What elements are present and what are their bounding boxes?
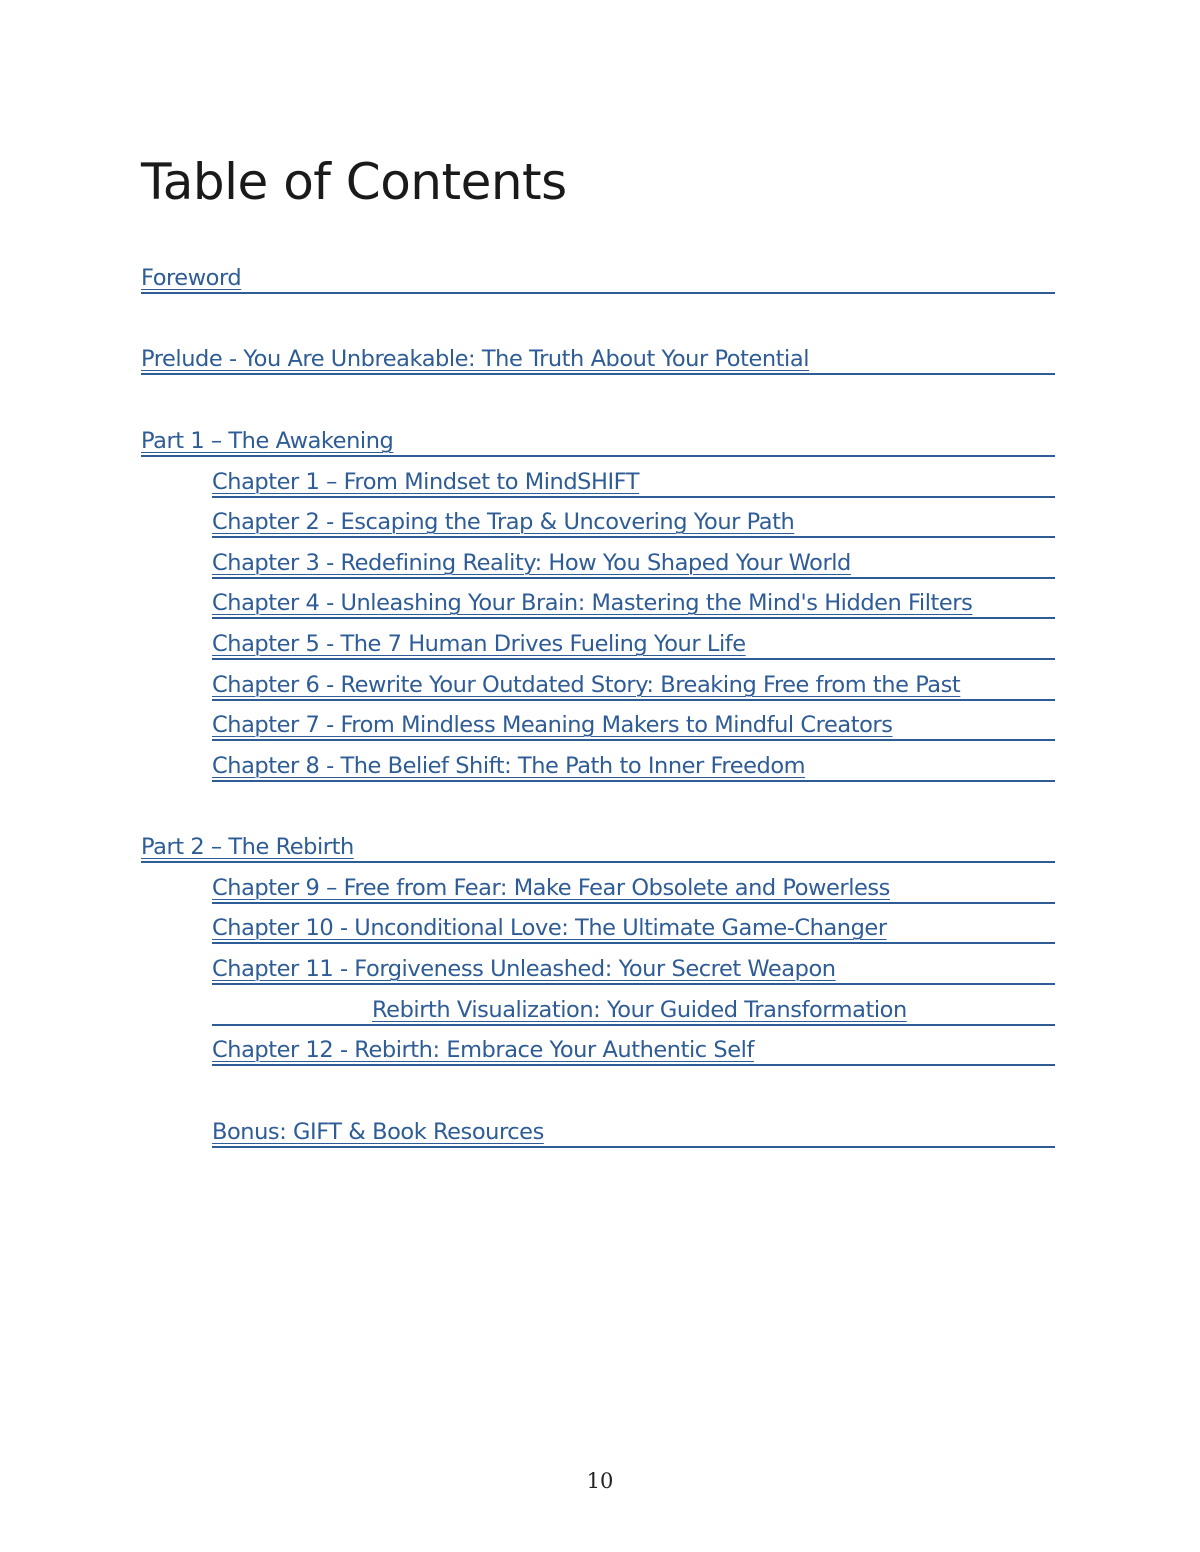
toc-link-prelude[interactable] — [141, 335, 1055, 375]
toc-link-label: Chapter 1 – From Mindset to MindSHIFT — [212, 469, 640, 495]
toc-link-chapter-9[interactable] — [212, 864, 1055, 904]
toc-leader-line — [212, 983, 1055, 985]
toc-link-label: Chapter 6 - Rewrite Your Outdated Story: Breaking Free from the Past — [212, 672, 961, 698]
toc-link-label: Part 1 – The Awakening — [141, 428, 394, 454]
toc-link-chapter-11[interactable] — [212, 945, 1055, 985]
toc-link-chapter-6[interactable] — [212, 661, 1055, 701]
toc-link-label: Chapter 8 - The Belief Shift: The Path to Inner Freedom — [212, 753, 806, 779]
toc-link-chapter-4[interactable] — [212, 579, 1055, 619]
toc-leader-line — [212, 1146, 1055, 1148]
toc-link-chapter-5[interactable] — [212, 620, 1055, 660]
toc-leader-line — [212, 739, 1055, 741]
toc-link-label: Chapter 5 - The 7 Human Drives Fueling Your Life — [212, 631, 746, 657]
toc-leader-line — [212, 780, 1055, 782]
toc-link-label: Chapter 2 - Escaping the Trap & Uncovering Your Path — [212, 509, 795, 535]
toc-link-label: Prelude - You Are Unbreakable: The Truth About Your Potential — [141, 346, 809, 372]
toc-link-foreword[interactable] — [141, 254, 1055, 294]
toc-link-chapter-7[interactable] — [212, 701, 1055, 741]
toc-link-label: Chapter 3 - Redefining Reality: How You Shaped Your World — [212, 550, 851, 576]
toc-leader-line — [212, 658, 1055, 660]
toc-link-chapter-1[interactable] — [212, 458, 1055, 498]
toc-leader-line — [212, 1064, 1055, 1066]
toc-link-label: Chapter 12 - Rebirth: Embrace Your Authentic Self — [212, 1037, 754, 1063]
page-number: 10 — [586, 1469, 614, 1493]
toc-link-chapter-8[interactable] — [212, 742, 1055, 782]
toc-link-part-2[interactable] — [141, 823, 1055, 863]
toc-link-bonus[interactable] — [212, 1108, 1055, 1148]
toc-leader-line — [141, 292, 1055, 294]
toc-link-label: Rebirth Visualization: Your Guided Transformation — [372, 997, 907, 1023]
toc-link-label: Chapter 7 - From Mindless Meaning Makers to Mindful Creators — [212, 712, 893, 738]
toc-link-part-1[interactable] — [141, 417, 1055, 457]
toc-link-chapter-3[interactable] — [212, 539, 1055, 579]
toc-link-label: Chapter 9 – Free from Fear: Make Fear Obsolete and Powerless — [212, 875, 890, 901]
toc-link-label: Chapter 11 - Forgiveness Unleashed: Your Secret Weapon — [212, 956, 836, 982]
toc-leader-line — [212, 617, 1055, 619]
toc-link-label: Bonus: GIFT & Book Resources — [212, 1119, 544, 1145]
toc-link-label: Part 2 – The Rebirth — [141, 834, 354, 860]
page-title: Table of Contents — [141, 153, 567, 211]
toc-link-chapter-12[interactable] — [212, 1026, 1055, 1066]
toc-leader-line — [141, 861, 1055, 863]
toc-link-rebirth-visualization[interactable] — [212, 986, 1055, 1026]
toc-link-label: Foreword — [141, 265, 242, 291]
toc-link-label: Chapter 10 - Unconditional Love: The Ultimate Game-Changer — [212, 915, 887, 941]
toc-leader-line — [141, 455, 1055, 457]
toc-link-chapter-10[interactable] — [212, 904, 1055, 944]
toc-link-label: Chapter 4 - Unleashing Your Brain: Mastering the Mind's Hidden Filters — [212, 590, 973, 616]
toc-leader-line — [141, 373, 1055, 375]
toc-leader-line — [212, 536, 1055, 538]
toc-link-chapter-2[interactable] — [212, 498, 1055, 538]
toc-leader-line — [212, 942, 1055, 944]
